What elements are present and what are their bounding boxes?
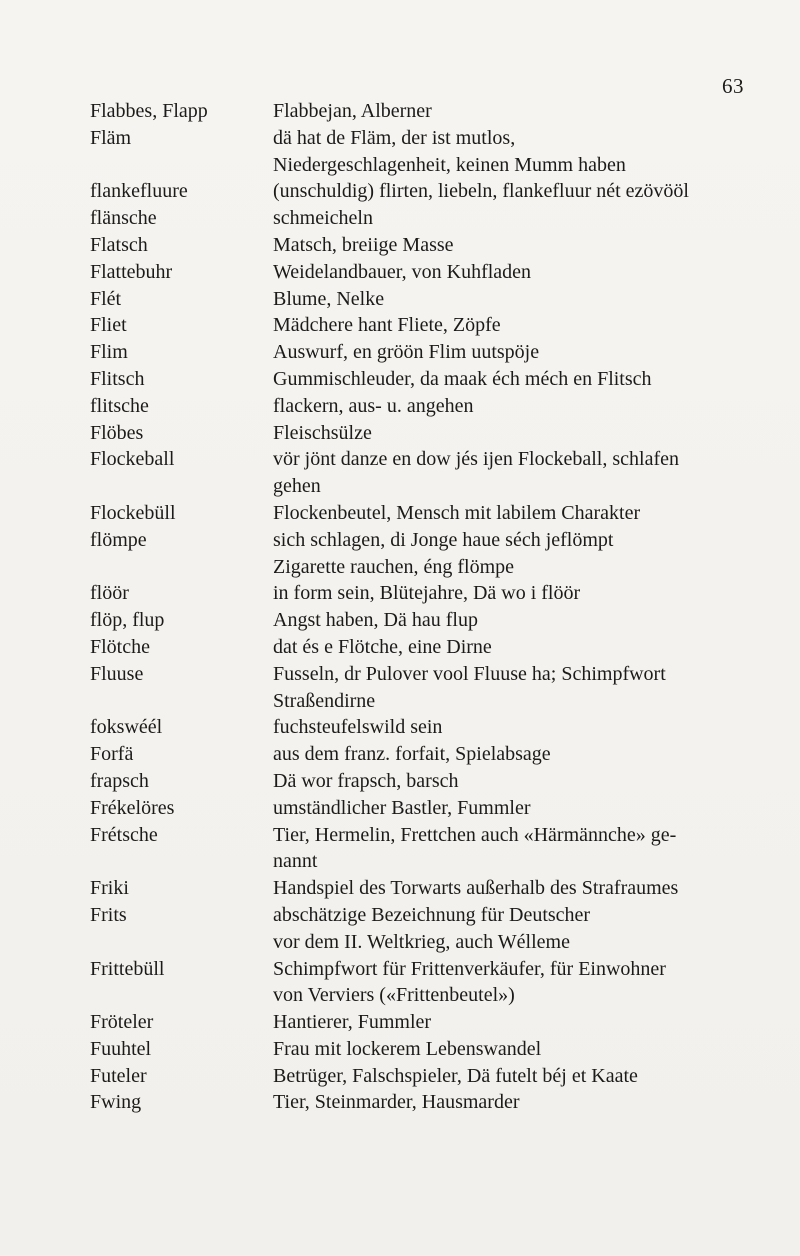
- entry-term: Frittebüll: [90, 957, 165, 980]
- entry-term: Forfä: [90, 743, 134, 766]
- definition-line: schmeicheln: [273, 207, 373, 230]
- definition-line: dat és e Flötche, eine Dirne: [273, 635, 492, 658]
- entry-term: Flockeball: [90, 448, 175, 471]
- glossary-entry: [90, 741, 750, 768]
- entry-term: Frétsche: [90, 823, 158, 846]
- glossary-entry: [90, 661, 750, 688]
- definition-line: Blume, Nelke: [273, 287, 385, 310]
- glossary-entry: [90, 580, 750, 607]
- entry-term: Fröteler: [90, 1011, 154, 1034]
- entry-term: flöör: [90, 582, 129, 605]
- entry-term: Frékelöres: [90, 796, 175, 819]
- definition-line: Fusseln, dr Pulover vool Fluuse ha; Schimpfwort: [273, 662, 666, 685]
- glossary-entry: [90, 822, 750, 876]
- glossary-entry: [90, 634, 750, 661]
- entry-definition: [273, 554, 750, 581]
- entry-term: Flattebuhr: [90, 260, 173, 283]
- glossary-entry: [90, 554, 750, 581]
- entry-definition: [273, 875, 750, 902]
- definition-line: Tier, Hermelin, Frettchen auch «Härmännche» ge-: [273, 823, 677, 846]
- glossary-entry: [90, 1063, 750, 1090]
- entry-definition: [273, 795, 750, 822]
- glossary-entry: [90, 527, 750, 554]
- entry-term: flitsche: [90, 394, 149, 417]
- glossary-entry: [90, 205, 750, 232]
- glossary-entry: [90, 286, 750, 313]
- entry-definition: [273, 661, 750, 688]
- entry-term: flömpe: [90, 528, 147, 551]
- glossary-entry: [90, 956, 750, 1010]
- entry-term: flankefluure: [90, 180, 188, 203]
- entry-definition: [273, 446, 750, 500]
- definition-line: Hantierer, Fummler: [273, 1011, 432, 1034]
- entry-term: [90, 688, 273, 715]
- glossary-entry: [90, 768, 750, 795]
- definition-line: aus dem franz. forfait, Spielabsage: [273, 743, 551, 766]
- definition-line: nannt: [273, 850, 318, 873]
- entry-definition: [273, 98, 750, 125]
- definition-line: Zigarette rauchen, éng flömpe: [273, 555, 514, 578]
- entry-term: Frits: [90, 903, 127, 926]
- entry-definition: [273, 259, 750, 286]
- entry-term: Flötche: [90, 635, 150, 658]
- definition-line: Weidelandbauer, von Kuhfladen: [273, 260, 532, 283]
- entry-definition: [273, 420, 750, 447]
- entry-term: frapsch: [90, 769, 149, 792]
- glossary-entry: [90, 875, 750, 902]
- entry-term: Fläm: [90, 126, 132, 149]
- entry-definition: [273, 205, 750, 232]
- entry-definition: [273, 741, 750, 768]
- entry-definition: [273, 1063, 750, 1090]
- entry-term: Flöbes: [90, 421, 144, 444]
- entry-definition: [273, 607, 750, 634]
- glossary-entry: [90, 1036, 750, 1063]
- glossary-entry: [90, 393, 750, 420]
- entry-definition: [273, 500, 750, 527]
- definition-line: Frau mit lockerem Lebenswandel: [273, 1037, 542, 1060]
- definition-line: umständlicher Bastler, Fummler: [273, 796, 531, 819]
- glossary-entry: [90, 500, 750, 527]
- definition-line: gehen: [273, 475, 321, 498]
- entry-definition: [273, 125, 750, 179]
- entry-definition: [273, 312, 750, 339]
- page-number: 63: [722, 74, 744, 98]
- entry-definition: [273, 580, 750, 607]
- glossary-entry: [90, 259, 750, 286]
- entry-definition: [273, 232, 750, 259]
- definition-line: Betrüger, Falschspieler, Dä futelt béj et Kaate: [273, 1064, 638, 1087]
- entry-definition: [273, 339, 750, 366]
- definition-line: Auswurf, en gröön Flim uutspöje: [273, 341, 540, 364]
- glossary-entry: [90, 688, 750, 715]
- entry-definition: [273, 714, 750, 741]
- definition-line: Gummischleuder, da maak éch méch en Flitsch: [273, 367, 652, 390]
- entry-term: Friki: [90, 877, 129, 900]
- entry-term: Fuuhtel: [90, 1037, 152, 1060]
- entry-definition: [273, 1009, 750, 1036]
- definition-line: von Verviers («Frittenbeutel»): [273, 984, 515, 1007]
- entry-definition: [273, 393, 750, 420]
- entry-definition: [273, 286, 750, 313]
- definition-line: flackern, aus- u. angehen: [273, 394, 474, 417]
- entry-term: Flockebüll: [90, 501, 176, 524]
- definition-line: dä hat de Fläm, der ist mutlos,: [273, 126, 516, 149]
- glossary-entry: [90, 902, 750, 956]
- definition-line: Schimpfwort für Frittenverkäufer, für Einwohner: [273, 957, 666, 980]
- glossary-entry: [90, 446, 750, 500]
- entry-term: Flim: [90, 341, 128, 364]
- definition-line: vör jönt danze en dow jés ijen Flockeball, schlafen: [273, 448, 679, 471]
- definition-line: vor dem II. Weltkrieg, auch Wélleme: [273, 930, 570, 953]
- definition-line: Straßendirne: [273, 689, 376, 712]
- entry-definition: [273, 634, 750, 661]
- entry-definition: [273, 956, 750, 1010]
- entry-definition: [273, 527, 750, 554]
- definition-line: Mädchere hant Fliete, Zöpfe: [273, 314, 501, 337]
- glossary-entry: [90, 312, 750, 339]
- entry-term: Fliet: [90, 314, 127, 337]
- glossary-entry: [90, 607, 750, 634]
- glossary-entry: [90, 178, 750, 205]
- entry-definition: [273, 688, 750, 715]
- entry-definition: [273, 822, 750, 876]
- glossary-entry: [90, 795, 750, 822]
- glossary-entry: [90, 339, 750, 366]
- definition-line: Dä wor frapsch, barsch: [273, 769, 459, 792]
- entry-definition: [273, 768, 750, 795]
- glossary-entry: [90, 1009, 750, 1036]
- entry-term: Futeler: [90, 1064, 147, 1087]
- entry-definition: [273, 1089, 750, 1116]
- definition-line: Matsch, breiige Masse: [273, 233, 454, 256]
- definition-line: Fleischsülze: [273, 421, 372, 444]
- entry-term: Flatsch: [90, 233, 148, 256]
- glossary-entry: [90, 98, 750, 125]
- definition-line: sich schlagen, di Jonge haue séch jeflömpt: [273, 528, 614, 551]
- definition-line: Flockenbeutel, Mensch mit labilem Charakter: [273, 501, 641, 524]
- definition-line: abschätzige Bezeichnung für Deutscher: [273, 903, 591, 926]
- definition-line: Handspiel des Torwarts außerhalb des Strafraumes: [273, 877, 679, 900]
- glossary-entry: [90, 714, 750, 741]
- definition-line: Angst haben, Dä hau flup: [273, 609, 478, 632]
- entry-term: fokswéél: [90, 716, 163, 739]
- definition-line: (unschuldig) flirten, liebeln, flankefluur nét ezövööl: [273, 180, 689, 203]
- entry-definition: [273, 178, 750, 205]
- glossary-entry: [90, 232, 750, 259]
- glossary-entry: [90, 420, 750, 447]
- definition-line: in form sein, Blütejahre, Dä wo i flöör: [273, 582, 581, 605]
- definition-line: fuchsteufelswild sein: [273, 716, 443, 739]
- definition-line: Niedergeschlagenheit, keinen Mumm haben: [273, 153, 626, 176]
- glossary-entry: [90, 1089, 750, 1116]
- glossary-entry: [90, 125, 750, 179]
- entry-term: flänsche: [90, 207, 157, 230]
- entry-term: [90, 554, 273, 581]
- entry-definition: [273, 902, 750, 956]
- glossary-list: [90, 98, 750, 1116]
- entry-term: Flét: [90, 287, 122, 310]
- entry-term: Flabbes, Flapp: [90, 100, 208, 122]
- definition-line: Flabbejan, Alberner: [273, 100, 432, 122]
- entry-term: Fwing: [90, 1091, 142, 1114]
- entry-term: Fluuse: [90, 662, 144, 685]
- definition-line: Tier, Steinmarder, Hausmarder: [273, 1091, 520, 1114]
- entry-term: Flitsch: [90, 367, 145, 390]
- entry-definition: [273, 1036, 750, 1063]
- entry-definition: [273, 366, 750, 393]
- glossary-entry: [90, 366, 750, 393]
- entry-term: flöp, flup: [90, 609, 165, 632]
